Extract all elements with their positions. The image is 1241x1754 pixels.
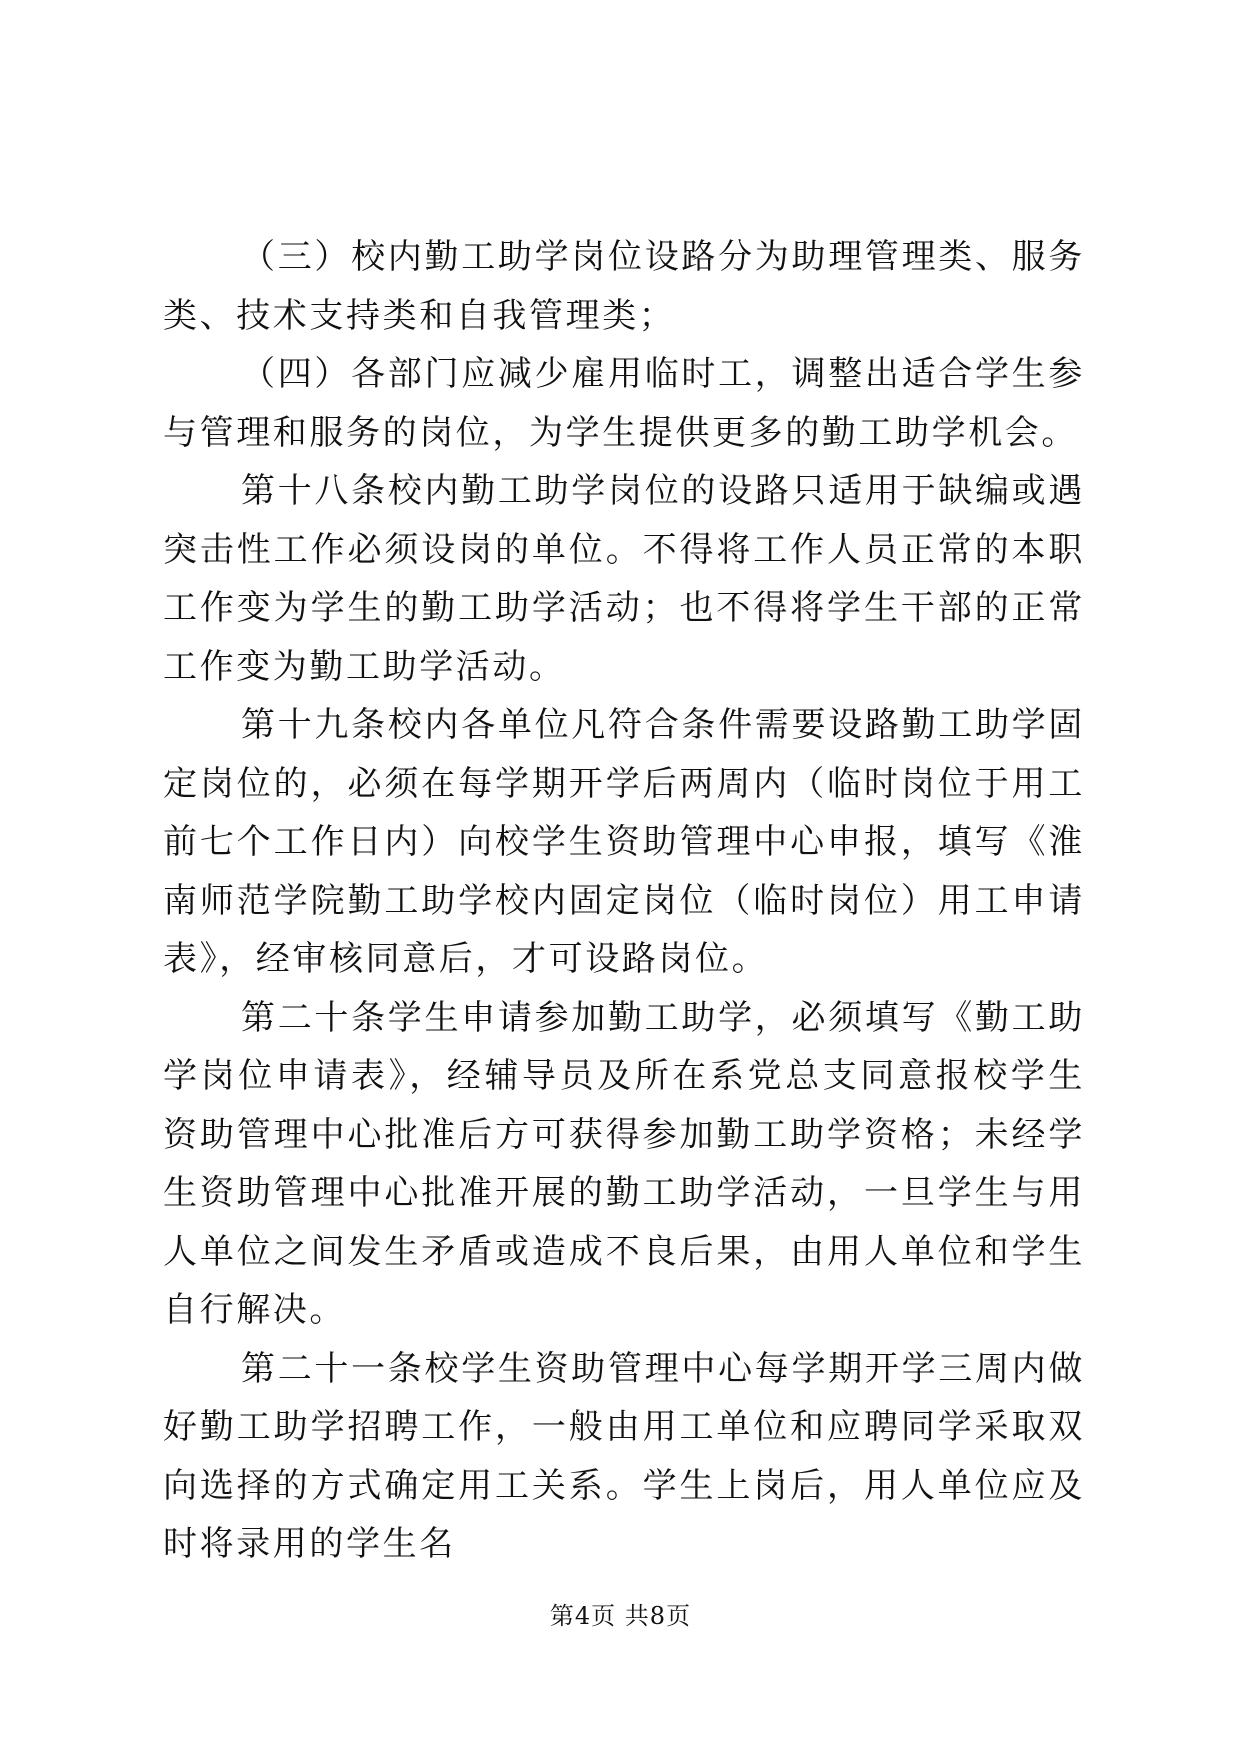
page-number-footer: 第4页 共8页: [549, 1602, 692, 1630]
paragraph-article-20: 第二十条学生申请参加勤工助学，必须填写《勤工助学岗位申请表》，经辅导员及所在系党总支同意报校学生资助管理中心批准后方可获得参加勤工助学资格；未经学生资助管理中心批准开展的勤工助学活动，一旦学生与用人单位之间发生矛盾或造成不良后果，由用人单位和学生自行解决。: [163, 997, 1085, 1330]
paragraph-section-3: （三）校内勤工助学岗位设路分为助理管理类、服务类、技术支持类和自我管理类；: [163, 237, 1085, 336]
paragraph-article-19: 第十九条校内各单位凡符合条件需要设路勤工助学固定岗位的，必须在每学期开学后两周内（临时岗位于用工前七个工作日内）向校学生资助管理中心申报，填写《淮南师范学院勤工助学校内固定岗位（临时岗位）用工申请表》，经审核同意后，才可设路岗位。: [163, 705, 1085, 979]
paragraph-article-21: 第二十一条校学生资助管理中心每学期开学三周内做好勤工助学招聘工作，一般由用工单位和应聘同学采取双向选择的方式确定用工关系。学生上岗后，用人单位应及时将录用的学生名: [163, 1348, 1085, 1564]
paragraph-article-18: 第十八条校内勤工助学岗位的设路只适用于缺编或遇突击性工作必须设岗的单位。不得将工作人员正常的本职工作变为学生的勤工助学活动；也不得将学生干部的正常工作变为勤工助学活动。: [163, 471, 1085, 687]
document-body: [163, 228, 1085, 1574]
paragraph-section-4: （四）各部门应减少雇用临时工，调整出适合学生参与管理和服务的岗位，为学生提供更多的勤工助学机会。: [163, 354, 1085, 453]
